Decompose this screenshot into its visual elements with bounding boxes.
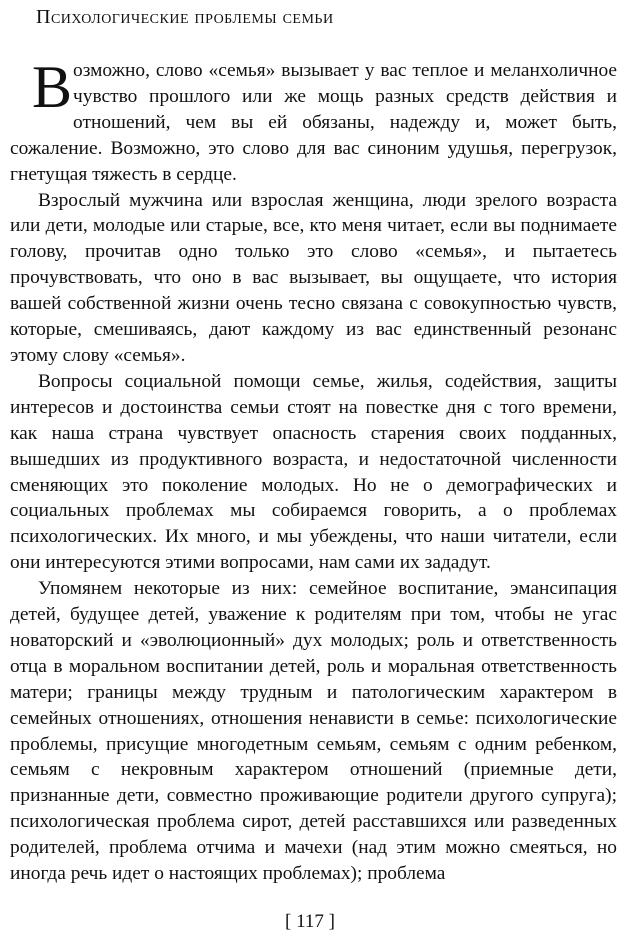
drop-cap: В (32, 54, 73, 120)
paragraph-4: Упомянем некоторые из них: семейное воспитание, эмансипация детей, будущее детей, уважение к родителям при том, чтобы не угас новаторский и «эволюционный» дух молодых; роль и ответственность отца в моральном воспитании детей, роль и моральная ответственность матери; границы между трудным и патологическим характером в семейных отношениях, отношения ненависти в семье: психологические проблемы, присущие многодетным семьям, семьям с одним ребенком, семьям с некровным характером отношений (приемные дети, признанные дети, совместно проживающие родители другого супруга); психологическая проблема сирот, детей расставшихся или разведенных родителей, проблема отчима и мачехи (над этим можно смеяться, но иногда речь идет о настоящих проблемах); проблема (10, 578, 617, 885)
running-head: Психологические проблемы семьи (36, 6, 334, 28)
paragraph-2: Взрослый мужчина или взрослая женщина, люди зрелого возраста или дети, молодые или старые, все, кто меня читает, если вы поднимаете голову, прочитав одно только это слово «семья», и пытаетесь прочувствовать, что оно в вас вызывает, вы ощущаете, что история вашей собственной жизни очень тесно связана с совокупностью чувств, которые, смешиваясь, дают каждому из вас единственный резонанс этому слову «семья». (10, 189, 617, 366)
paragraph-1 (10, 54, 617, 188)
paragraph-1-text: озможно, слово «семья» вызывает у вас теплое и меланхоличное чувство прошлого или же мощь разных средств действия и отношений, чем вы ей обязаны, надежду и, может быть, сожаление. Возможно, это слово для вас синоним удушья, перегрузок, гнетущая тяжесть в сердце. (10, 60, 617, 185)
page-number: [ 117 ] (285, 911, 335, 932)
body-text (10, 54, 617, 887)
paragraph-3: Вопросы социальной помощи семье, жилья, содействия, защиты интересов и достоинства семьи стоят на повестке дня с того времени, как наша страна чувствует опасность старения своих подданных, вышедших из продуктивного возраста, и недостаточной численности сменяющих это поколение молодых. Но не о демографических и социальных проблемах мы собираемся говорить, а о проблемах психологических. Их много, и мы убеждены, что наши читатели, если они интересуются этими вопросами, нам сами их зададут. (10, 370, 617, 574)
